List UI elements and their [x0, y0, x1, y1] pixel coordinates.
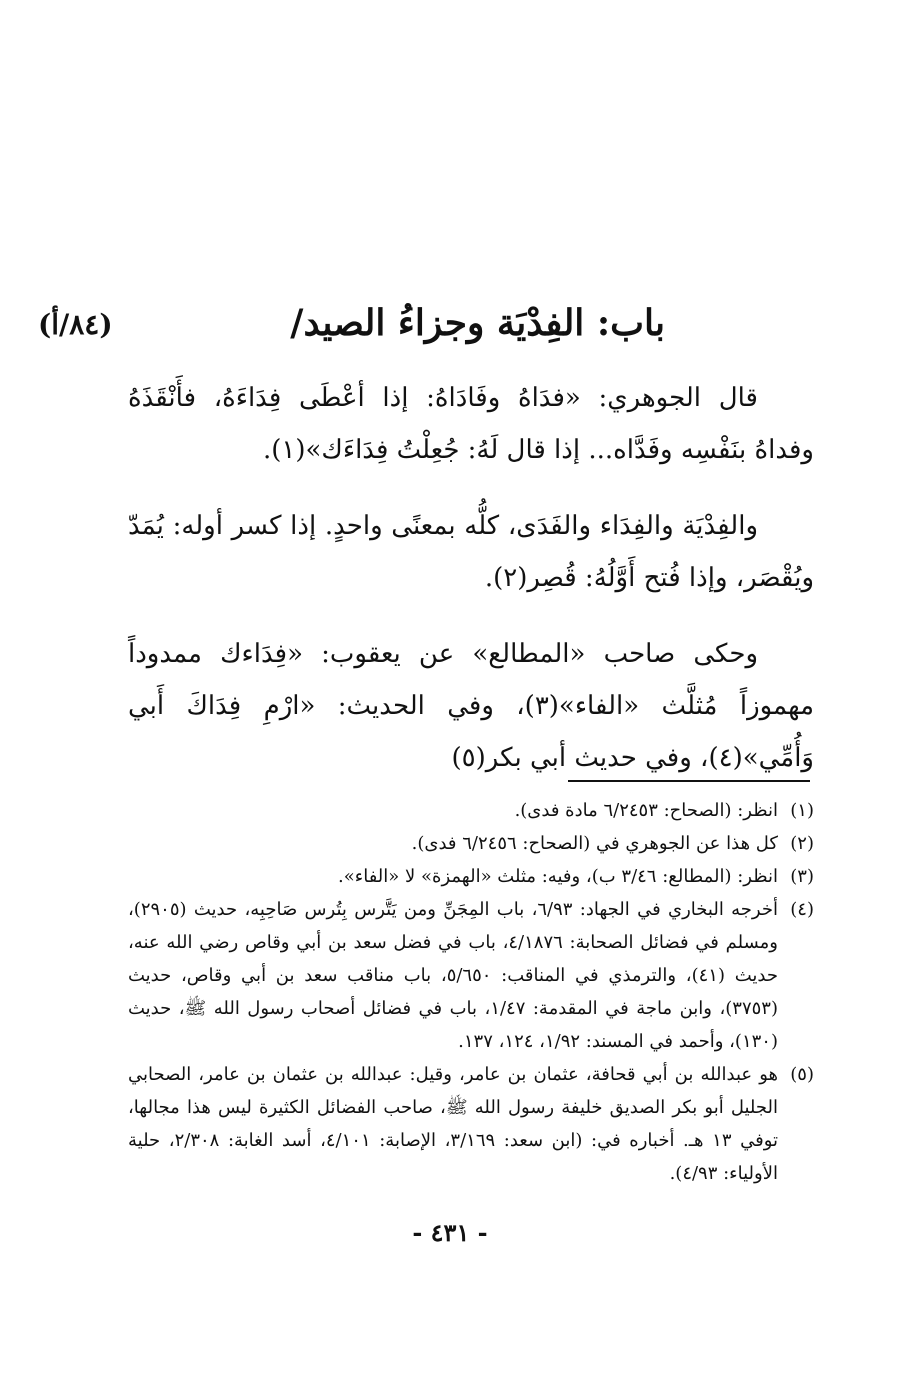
- footnote-separator: [568, 780, 810, 782]
- manuscript-folio-marker: (٨٤/أ): [38, 308, 113, 341]
- footnote-number: (١): [790, 800, 814, 821]
- footnote-text: انظر: (المطالع: ٣/٤٦ ب)، وفيه: مثلث «الهمزة» لا «الفاء».: [338, 866, 778, 887]
- footnote-text: أخرجه البخاري في الجهاد: ٦/٩٣، باب المِجَنِّ ومن يَتَّرس بِتُرس صَاحِبِه، حديث (٢٩٠٥)، ومسلم في فضائل الصحابة: ٤/١٨٧٦، باب في فضل سعد بن أبي وقاص رضي الله عنه، حديث (٤١)، والترمذي في المناقب: ٥/٦٥٠، باب مناقب سعد بن أبي وقاص، حديث (٣٧٥٣)، وابن ماجة في المقدمة: ١/٤٧، باب في فضائل أصحاب رسول الله ﷺ، حديث (١٣٠)، وأحمد في المسند: ١/٩٢، ١٢٤، ١٣٧.: [128, 899, 778, 1052]
- paragraph: قال الجوهري: «فدَاهُ وفَادَاهُ: إذا أعْطَى فِدَاءَهُ، فأَنْقَذَهُ وفداهُ بنَفْسِه وفَدَّاه... إذا قال لَهُ: جُعِلْتُ فِدَاءَك»(١).: [128, 383, 814, 465]
- footnote-number: (٣): [790, 866, 814, 887]
- footnote-text: هو عبدالله بن أبي قحافة، عثمان بن عامر، وقيل: عبدالله بن عثمان بن عامر، الصحابي الجليل أبو بكر الصديق خليفة رسول الله ﷺ، صاحب الفضائل الكثيرة ليس هذا مجالها، توفي ١٣ هـ. أخباره في: (ابن سعد: ٣/١٦٩، الإصابة: ٤/١٠١، أسد الغابة: ٢/٣٠٨، حلية الأولياء: ٤/٩٣).: [128, 1064, 779, 1184]
- footnote: [128, 1058, 814, 1190]
- page-number: - ٤٣١ -: [412, 1218, 488, 1247]
- footnote: [128, 794, 814, 827]
- footnote-text: كل هذا عن الجوهري في (الصحاح: ٦/٢٤٥٦ فدى).: [411, 833, 778, 854]
- main-text: [128, 372, 814, 808]
- footnote: [128, 860, 814, 893]
- footnote: [128, 893, 814, 1058]
- chapter-title: باب: الفِدْيَة وجزاءُ الصيد/: [290, 302, 665, 344]
- footnote-number: (٢): [790, 833, 814, 854]
- paragraph: وحكى صاحب «المطالع» عن يعقوب: «فِدَاءك ممدوداً مهموزاً مُثلَّث «الفاء»(٣)، وفي الحديث: «ارْمِ فِدَاكَ أَبي وَأُمِّي»(٤)، وفي حديث أبي بكر(٥): [128, 639, 814, 773]
- footnote-number: (٥): [790, 1064, 814, 1085]
- chapter-heading-row: [30, 302, 840, 362]
- footnote-number: (٤): [790, 899, 814, 920]
- paragraph: والفِدْيَة والفِدَاء والفَدَى، كلُّه بمعنًى واحدٍ. إذا كسر أوله: يُمَدّ ويُقْصَر، وإذا فُتح أَوَّلُهُ: قُصِر(٢).: [128, 511, 814, 593]
- footnotes: [128, 794, 814, 1190]
- footnote-text: انظر: (الصحاح: ٦/٢٤٥٣ مادة فدى).: [514, 800, 778, 821]
- footnote: [128, 827, 814, 860]
